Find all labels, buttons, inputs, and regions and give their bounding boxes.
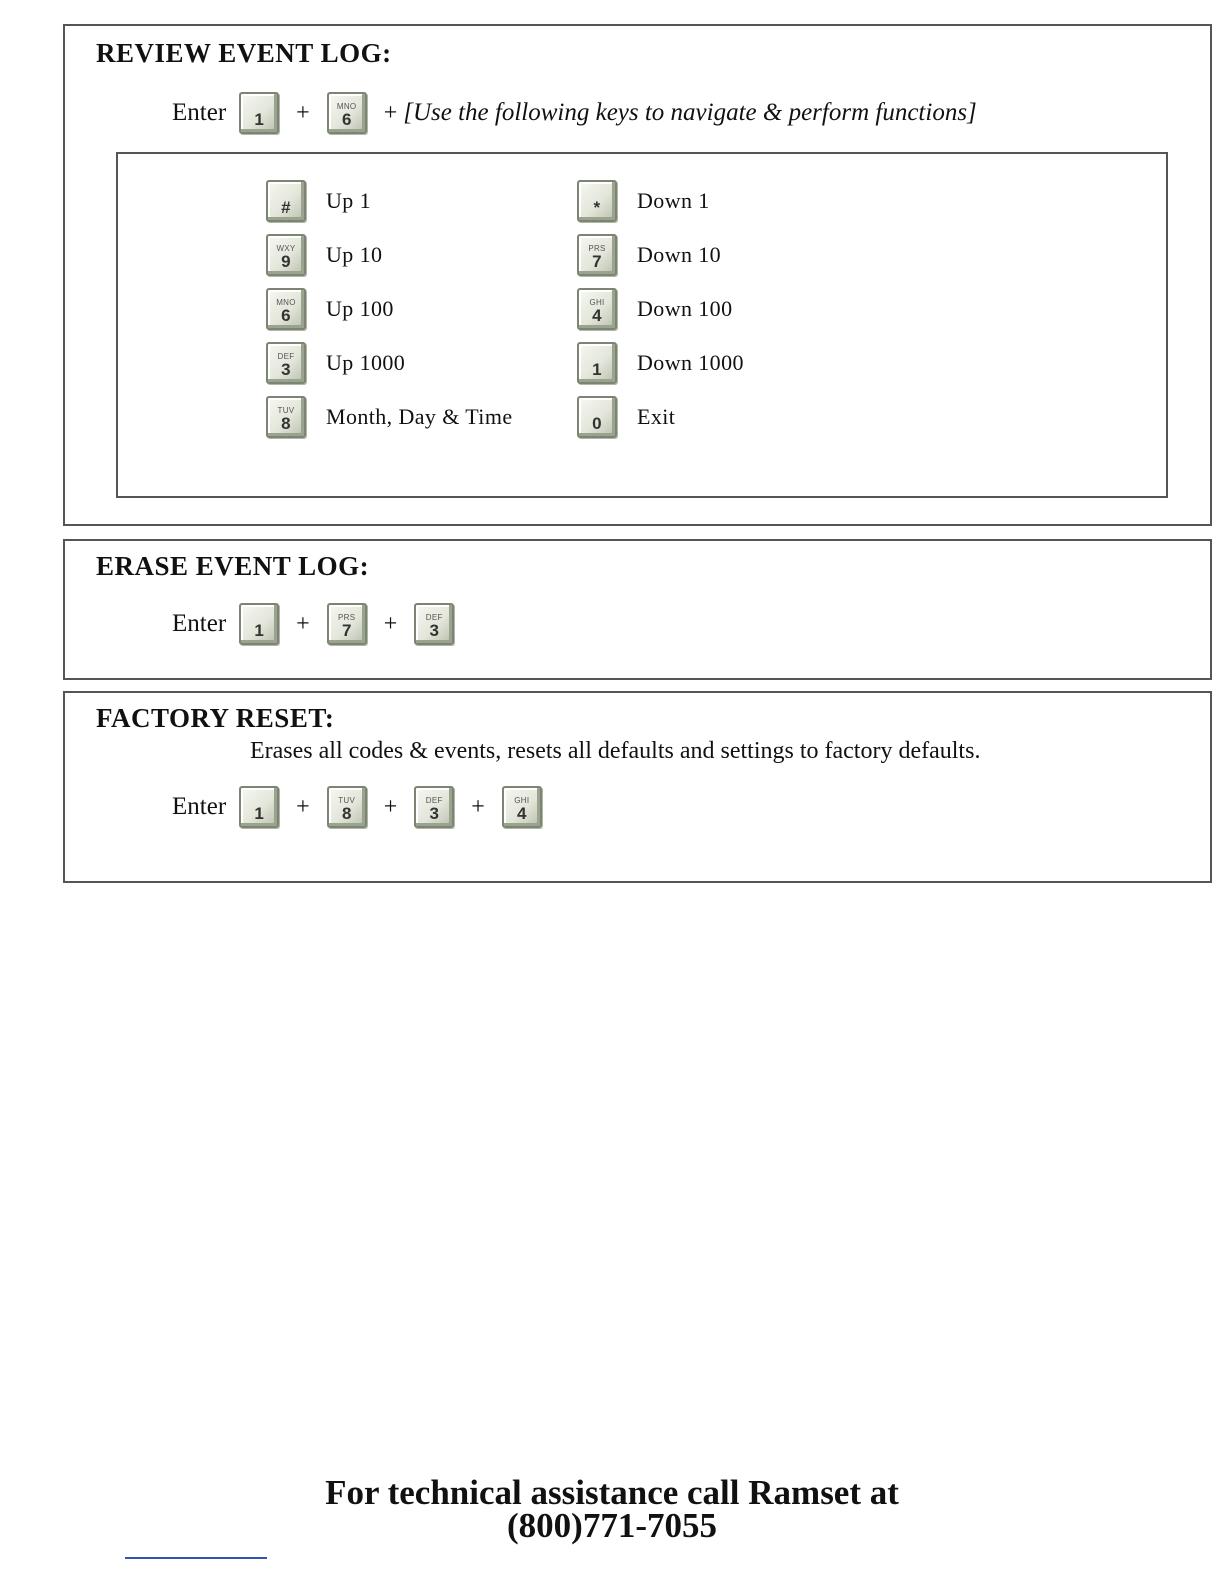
function-label: Up 1 [326, 188, 371, 213]
key-1-icon: 1 [577, 342, 617, 384]
plus-sign: + [383, 793, 398, 820]
function-row [577, 396, 675, 438]
key-8-icon: TUV 8 [327, 786, 367, 828]
erase-heading: ERASE EVENT LOG: [96, 551, 370, 581]
function-row [266, 180, 371, 222]
function-label: Down 1000 [637, 350, 744, 375]
review-event-log-section [63, 24, 1212, 526]
function-row [577, 288, 732, 330]
key-0-icon: 0 [577, 396, 617, 438]
function-row [577, 234, 721, 276]
tech-support-footer [0, 1473, 1224, 1545]
key-4-icon: GHI 4 [577, 288, 617, 330]
key-1-icon: 1 [239, 786, 279, 828]
key-6-icon: MNO 6 [266, 288, 306, 330]
function-row [577, 180, 710, 222]
enter-label: Enter [172, 99, 227, 126]
function-row [266, 396, 513, 438]
enter-label: Enter [172, 610, 227, 637]
factory-reset-section [63, 691, 1212, 883]
plus-sign: + [383, 99, 398, 126]
function-label: Up 100 [326, 296, 394, 321]
erase-event-log-section [63, 539, 1212, 680]
key-8-icon: TUV 8 [266, 396, 306, 438]
function-row [266, 342, 405, 384]
key-7-icon: PRS 7 [577, 234, 617, 276]
enter-label: Enter [172, 793, 227, 820]
footer-line-1: For technical assistance call Ramset at [325, 1473, 899, 1512]
navigation-keys-panel [116, 152, 1168, 498]
key-3-icon: DEF 3 [266, 342, 306, 384]
plus-sign: + [296, 610, 310, 637]
key-3-icon: DEF 3 [414, 786, 454, 828]
key-6-icon: MNO 6 [327, 92, 367, 134]
plus-sign: + [296, 793, 310, 820]
footer-underline-link[interactable] [125, 1557, 267, 1559]
plus-sign: + [471, 793, 485, 820]
footer-phone: (800)771-7055 [507, 1506, 717, 1545]
navigation-hint: [Use the following keys to navigate & perform functions] [403, 99, 977, 126]
reset-heading: FACTORY RESET: [96, 703, 335, 733]
review-entry-sequence [172, 92, 977, 134]
function-label: Down 10 [637, 242, 722, 267]
review-heading: REVIEW EVENT LOG: [96, 38, 392, 68]
reset-description: Erases all codes & events, resets all defaults and settings to factory defaults. [250, 738, 981, 764]
reset-entry-sequence [172, 786, 542, 828]
function-row [266, 288, 394, 330]
erase-entry-sequence [172, 603, 454, 645]
key-hash-icon: # [266, 180, 306, 222]
function-row [577, 342, 744, 384]
key-1-icon: 1 [239, 603, 279, 645]
function-label: Up 1000 [326, 350, 406, 375]
function-label: Down 1 [637, 188, 710, 213]
plus-sign: + [296, 99, 310, 126]
function-label: Exit [637, 404, 676, 429]
function-label: Down 100 [637, 296, 733, 321]
function-label: Month, Day & Time [326, 404, 513, 429]
key-3-icon: DEF 3 [414, 603, 454, 645]
key-1-icon: 1 [239, 92, 279, 134]
key-9-icon: WXY 9 [266, 234, 306, 276]
key-7-icon: PRS 7 [327, 603, 367, 645]
key-4-icon: GHI 4 [502, 786, 542, 828]
function-row [266, 234, 382, 276]
plus-sign: + [383, 610, 398, 637]
function-label: Up 10 [326, 242, 383, 267]
key-star-icon: * [577, 180, 617, 222]
